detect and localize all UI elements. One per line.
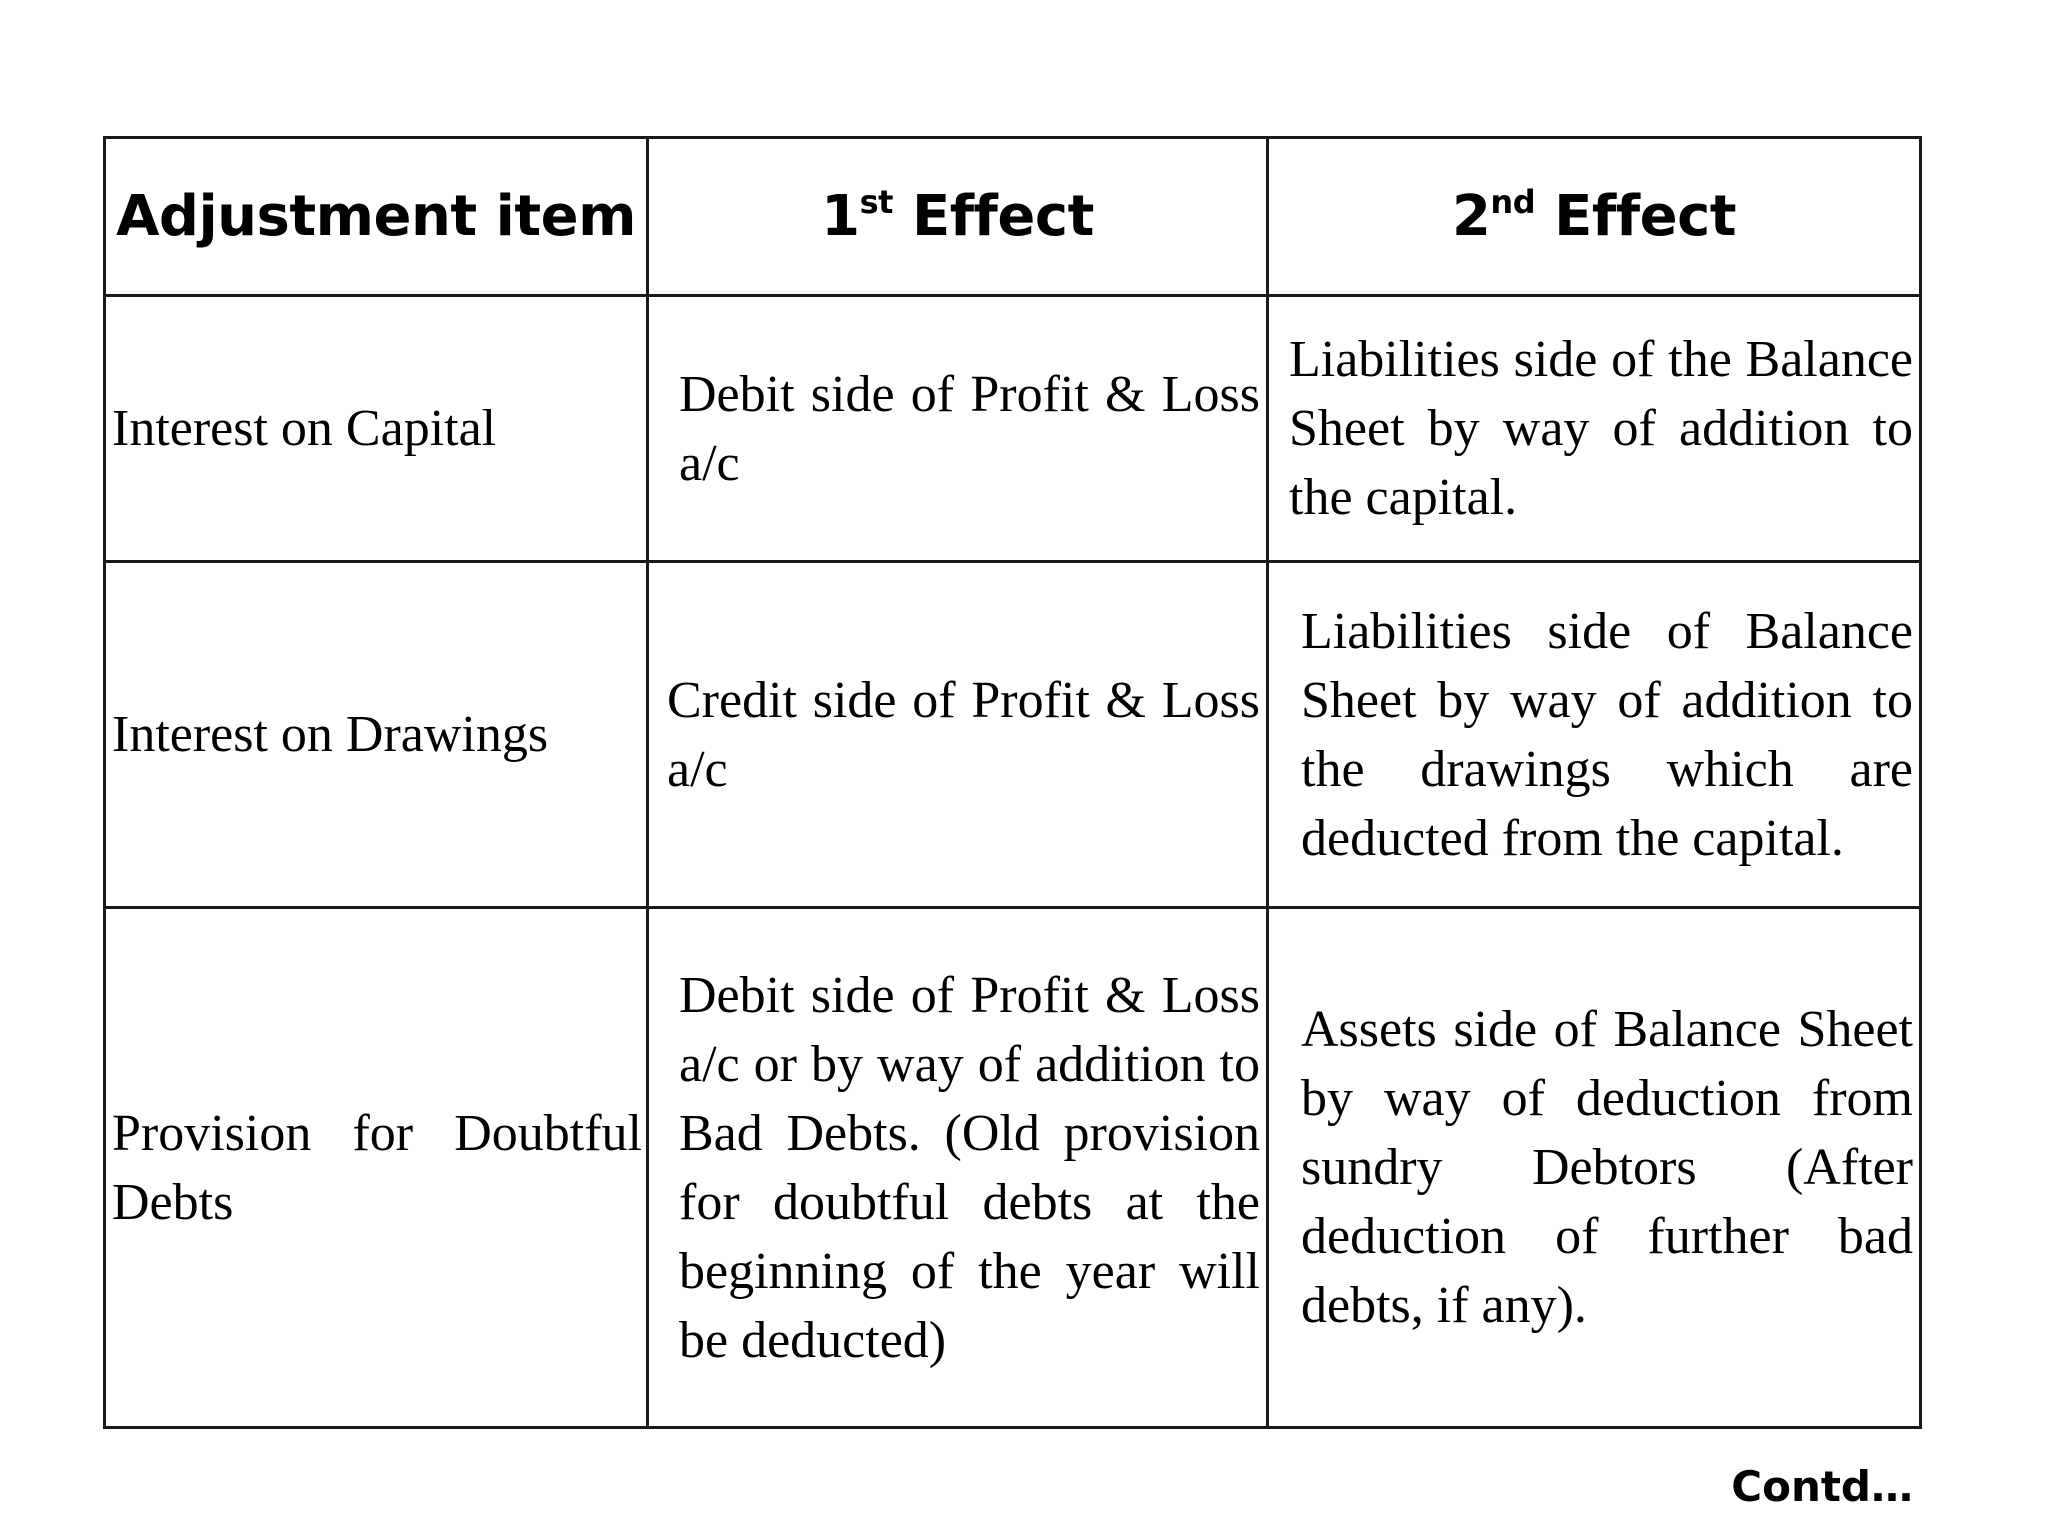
header-second-effect-word: Effect [1554, 184, 1737, 249]
cell-adjustment-item: Interest on Drawings [105, 562, 648, 908]
header-adjustment-item-label: Adjustment item [116, 184, 636, 249]
cell-first-effect: Debit side of Profit & Loss a/c [648, 296, 1268, 562]
cell-second-effect: Liabilities side of the Balance Sheet by way of addition to the capital. [1268, 296, 1921, 562]
header-first-effect-suffix: st [859, 183, 893, 221]
header-first-effect [648, 138, 1268, 296]
cell-adjustment-item: Provision for Doubtful Debts [105, 908, 648, 1428]
cell-first-effect: Credit side of Profit & Loss a/c [648, 562, 1268, 908]
header-second-effect-suffix: nd [1490, 183, 1536, 221]
cell-first-effect: Debit side of Profit & Loss a/c or by way of addition to Bad Debts. (Old provision for doubtful debts at the beginning of the year will be deducted) [648, 908, 1268, 1428]
table-row [105, 562, 1921, 908]
cell-adjustment-item: Interest on Capital [105, 296, 648, 562]
cell-second-effect: Assets side of Balance Sheet by way of deduction from sundry Debtors (After deduction of further bad debts, if any). [1268, 908, 1921, 1428]
table-row [105, 908, 1921, 1428]
header-adjustment-item [105, 138, 648, 296]
table-header-row [105, 138, 1921, 296]
cell-second-effect: Liabilities side of Balance Sheet by way of addition to the drawings which are deducted from the capital. [1268, 562, 1921, 908]
header-second-effect [1268, 138, 1921, 296]
header-second-effect-number: 2 [1451, 184, 1491, 249]
adjustment-effects-table [103, 136, 1922, 1429]
continued-label: Contd… [1731, 1462, 1913, 1511]
header-first-effect-word: Effect [911, 184, 1094, 249]
table-row [105, 296, 1921, 562]
header-first-effect-number: 1 [821, 184, 860, 249]
